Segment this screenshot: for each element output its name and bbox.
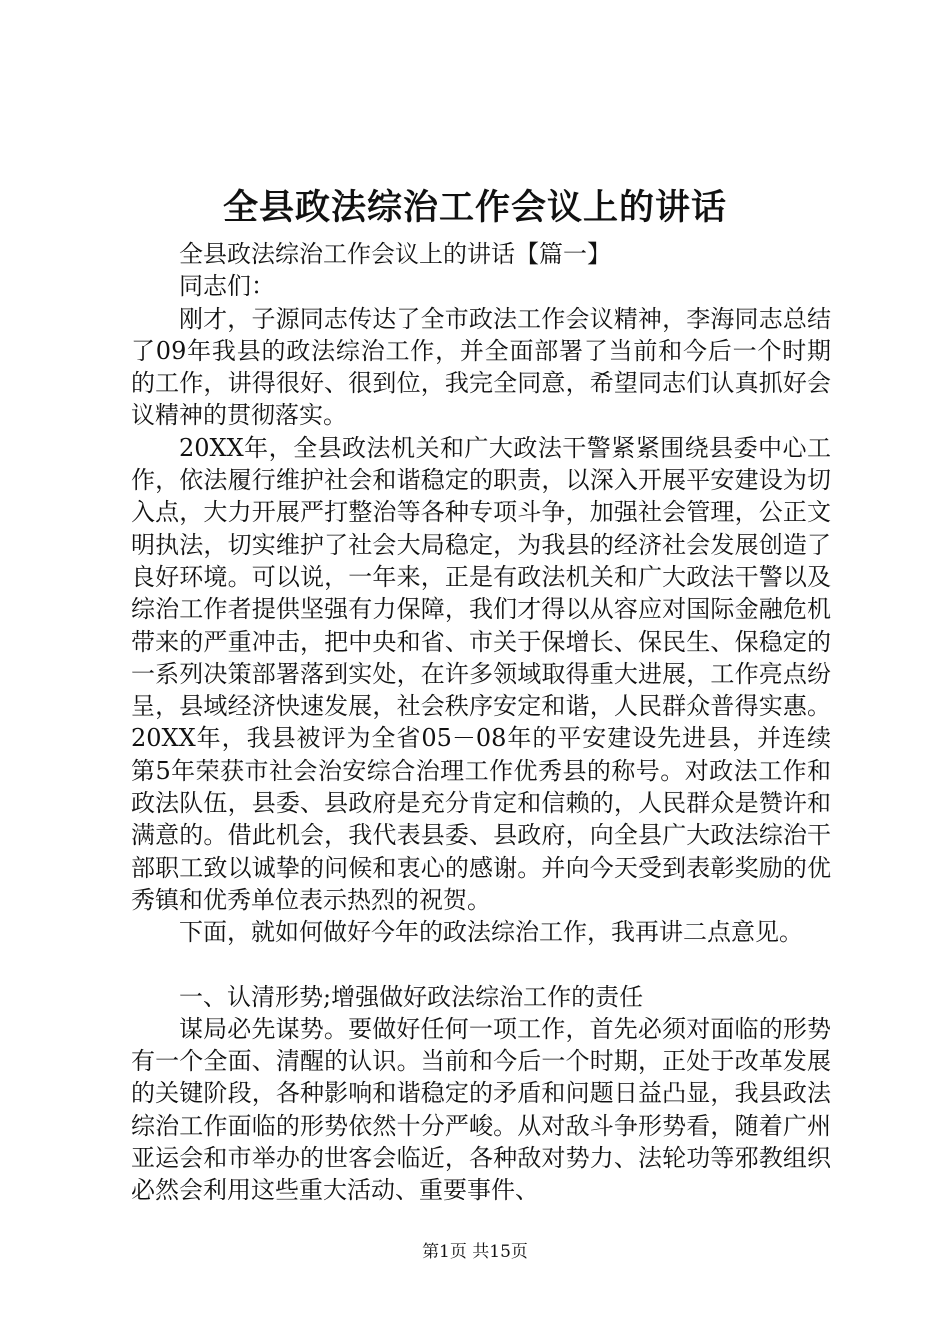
body-paragraph-2: 20XX年，全县政法机关和广大政法干警紧紧围绕县委中心工作，依法履行维护社会和谐稳定的职责，以深入开展平安建设为切入点，大力开展严打整治等各种专项斗争，加强社会管理，公正文明执法，切实维护了社会大局稳定，为我县的经济社会发展创造了良好环境。可以说，一年来，正是有政法机关和广大政法干警以及综治工作者提供坚强有力保障，我们才得以从容应对国际金融危机带来的严重冲击，把中央和省、市关于保增长、保民生、保稳定的一系列决策部署落到实处，在许多领域取得重大进展，工作亮点纷呈，县域经济快速发展，社会秩序安定和谐，人民群众普得实惠。20XX年，我县被评为全省05－08年的平安建设先进县，并连续第5年荣获市社会治安综合治理工作优秀县的称号。对政法工作和政法队伍，县委、县政府是充分肯定和信赖的，人民群众是赞许和满意的。借此机会，我代表县委、县政府，向全县广大政法综治干部职工致以诚挚的问候和衷心的感谢。并向今天受到表彰奖励的优秀镇和优秀单位表示热烈的祝贺。 — [131, 433, 831, 914]
subtitle-line: 全县政法综治工作会议上的讲话【篇一】 — [179, 240, 611, 268]
body-paragraph-1: 刚才，子源同志传达了全市政法工作会议精神，李海同志总结了09年我县的政法综治工作，并全面部署了当前和今后一个时期的工作，讲得很好、很到位，我完全同意，希望同志们认真抓好会议精神的贯彻落实。 — [131, 304, 831, 430]
body-paragraph-3: 下面，就如何做好今年的政法综治工作，我再讲二点意见。 — [179, 918, 803, 947]
paragraph-spacer — [131, 949, 831, 981]
section-heading: 一、认清形势;增强做好政法综治工作的责任 — [179, 982, 644, 1011]
document-body — [131, 238, 831, 1207]
document-title: 全县政法综治工作会议上的讲话 — [222, 187, 727, 228]
section-paragraph: 谋局必先谋势。要做好任何一项工作，首先必须对面临的形势有一个全面、清醒的认识。当前和今后一个时期，正处于改革发展的关键阶段，各种影响和谐稳定的矛盾和问题日益凸显，我县政法综治工作面临的形势依然十分严峻。从对敌斗争形势看，随着广州亚运会和市举办的世客会临近，各种敌对势力、法轮功等邪教组织必然会利用这些重大活动、重要事件、 — [131, 1014, 831, 1205]
page-number-footer: 第1页 共15页 — [422, 1242, 528, 1262]
greeting-line: 同志们： — [179, 272, 275, 301]
